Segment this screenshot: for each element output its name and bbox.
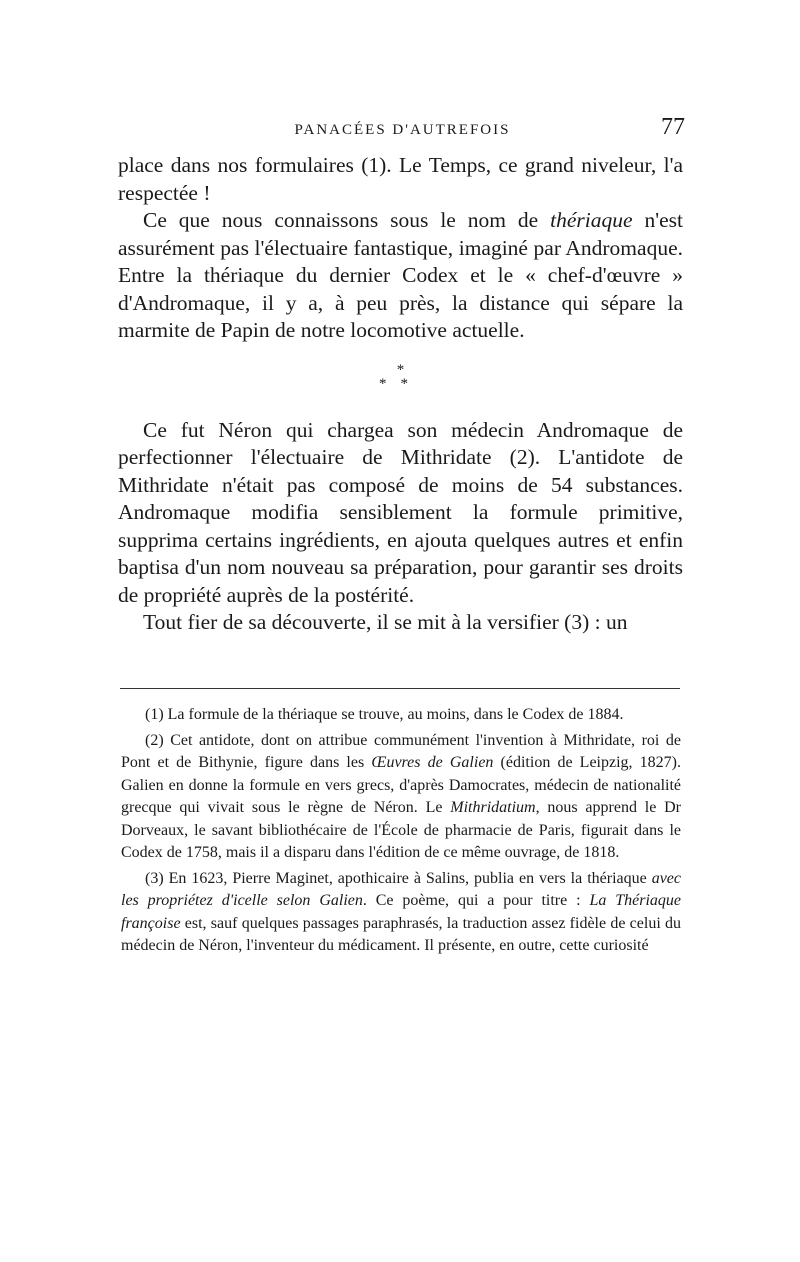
footnote-3-italic-1: avec les propriétez d'icelle selon Galien [121, 869, 681, 909]
footnote-2-part-c: , nous apprend le Dr Dorveaux, le savant bibliothécaire de l'École de pharmacie de Paris, figurait dans le Codex de 1758, mais il a disparu dans l'édition de ce même ouvrage, de 1818. [121, 799, 681, 861]
footnote-2-part-b: (édition de Leipzig, 1827). Galien en donne la formule en vers grecs, d'après Damocrates, médecin de nationalité grecque qui vivait sous le règne de Néron. Le [121, 754, 682, 816]
paragraph-1: place dans nos formulaires (1). Le Temps, ce grand niveleur, l'a respectée ! [118, 153, 683, 205]
section-break-asterism [118, 363, 683, 391]
page-number: 77 [661, 114, 685, 140]
page-header [120, 114, 685, 144]
footnote-3-part-c: est, sauf quelques passages paraphrasés, la traduction assez fidèle de celui du médecin de Néron, l'inventeur du médicament. Il présente, en outre, cette curiosité [121, 914, 681, 954]
paragraph-3: Ce fut Néron qui chargea son médecin Andromaque de perfectionner l'électuaire de Mithridate (2). L'antidote de Mithridate n'était pas composé de moins de 54 substances. Andromaque modifia sensiblement la formule primitive, supprima certains ingrédients, en ajouta quelques autres et enfin baptisa d'un nom nouveau sa préparation, pour garantir ses droits de propriété auprès de la postérité. [118, 417, 683, 607]
footnote-1: (1) La formule de la thériaque se trouve, au moins, dans le Codex de 1884. [145, 706, 624, 723]
main-text [118, 152, 683, 637]
footnotes [121, 704, 681, 961]
footnote-2-italic-2: Mithridatium [450, 799, 536, 816]
running-head: PANACÉES D'AUTREFOIS [294, 122, 511, 138]
footnote-3-part-b: . Ce poème, qui a pour titre : [362, 892, 590, 909]
paragraph-4: Tout fier de sa découverte, il se mit à la versifier (3) : un [143, 610, 628, 634]
paragraph-2-end: n'est assurément pas l'électuaire fantastique, imaginé par Andromaque. Entre la thériaque du dernier Codex et le « chef-d'œuvre » d'Andromaque, il y a, à peu près, la distance qui sépare la marmite de Papin de notre locomotive actuelle. [118, 208, 683, 342]
footnote-3 [121, 868, 681, 958]
footnote-2-part-a: (2) Cet antidote, dont on attribue communément l'invention à Mithridate, roi de Pont et de Bithynie, figure dans les [121, 731, 681, 771]
footnote-3-italic-2: La Thériaque françoise [121, 892, 682, 932]
footnote-3-part-a: (3) En 1623, Pierre Maginet, apothicaire à Salins, publia en vers la thériaque [145, 869, 652, 887]
footnote-2 [121, 730, 681, 865]
asterism-bottom: ** [379, 375, 422, 392]
footnote-divider [120, 688, 680, 689]
paragraph-2 [118, 207, 683, 345]
term-theriaque: thériaque [550, 208, 633, 232]
paragraph-2-start: Ce que nous connaissons sous le nom de [143, 208, 551, 232]
footnote-2-italic-1: Œuvres de Galien [371, 754, 494, 771]
asterism-top: * [396, 361, 405, 378]
